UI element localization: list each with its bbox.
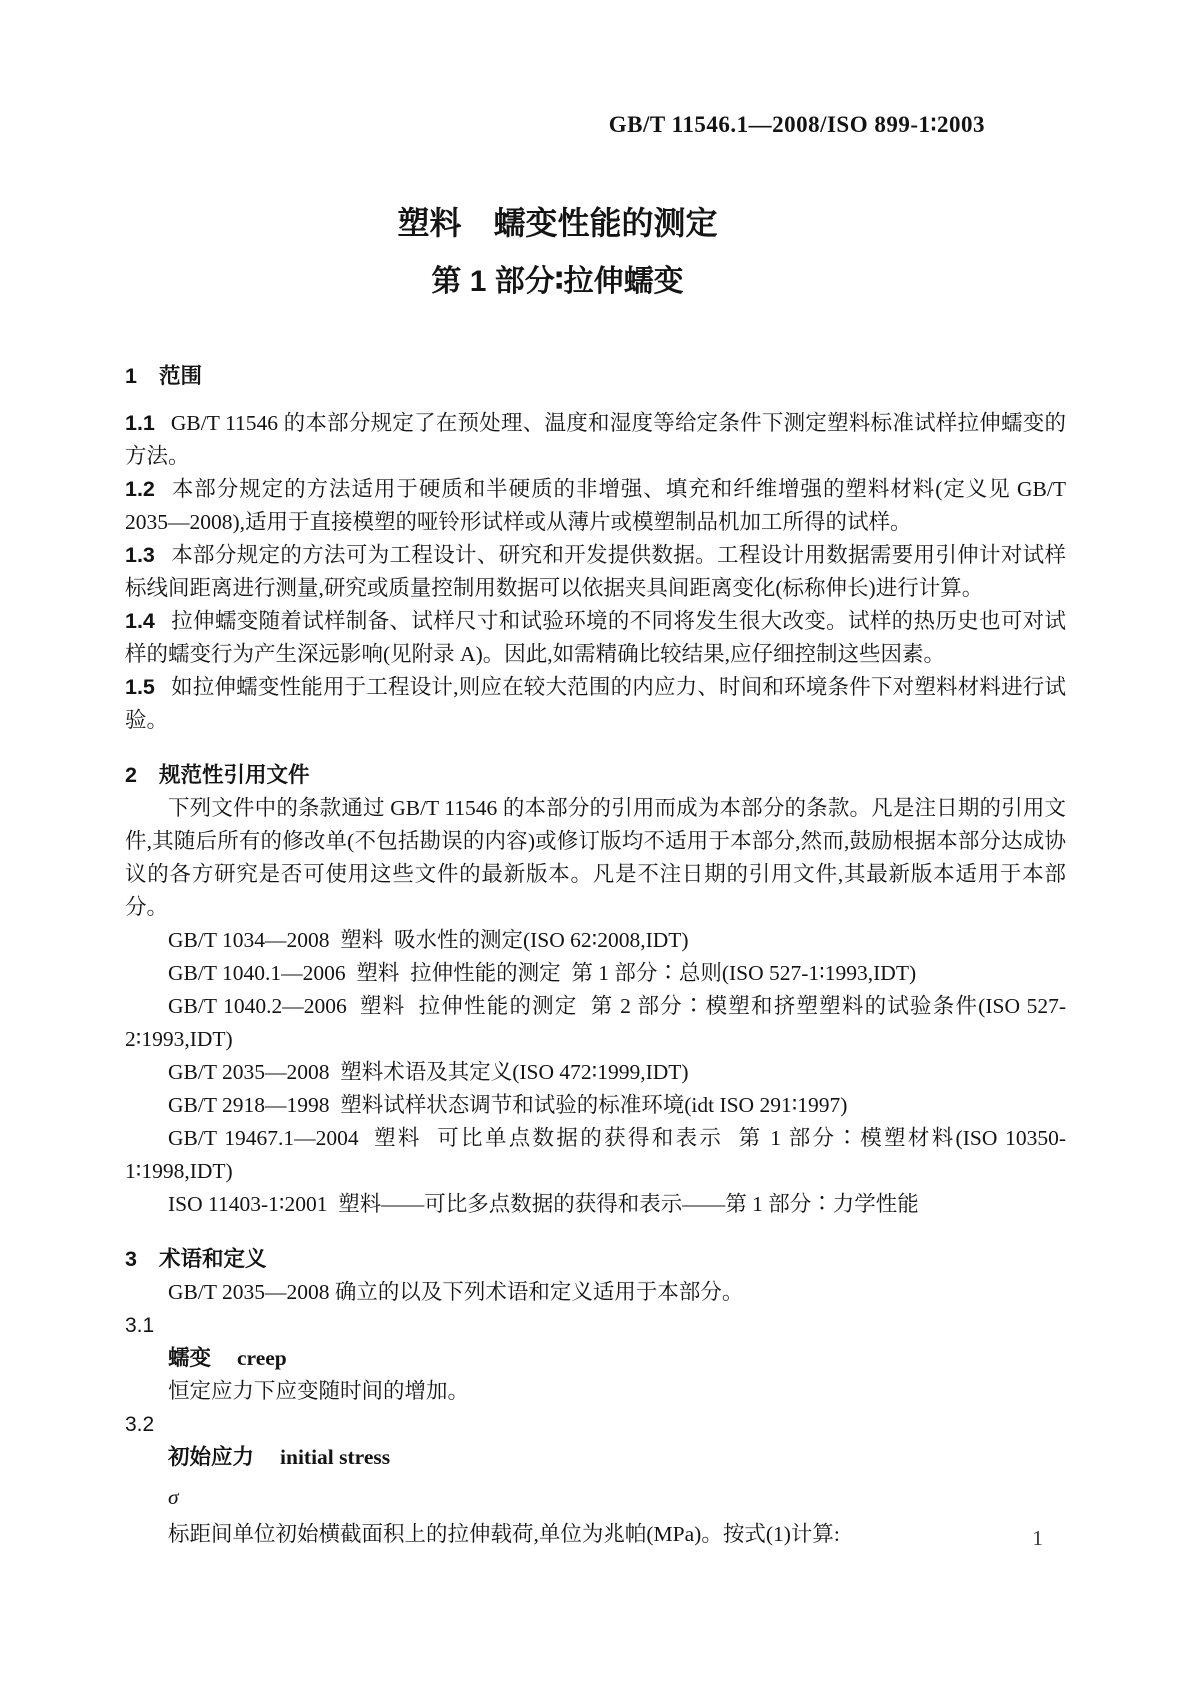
reference-item: GB/T 2918—1998 塑料试样状态调节和试验的标准环境(idt ISO 291∶1997) bbox=[168, 1093, 848, 1117]
reference-item: GB/T 1040.1—2006 塑料 拉伸性能的测定 第 1 部分∶总则(ISO 527-1∶1993,IDT) bbox=[168, 961, 917, 985]
section-1-heading bbox=[125, 360, 1066, 393]
term-3-1-name-en: creep bbox=[237, 1346, 287, 1370]
section-2-heading bbox=[125, 759, 1066, 792]
clause-1-2-text: 本部分规定的方法适用于硬质和半硬质的非增强、填充和纤维增强的塑料材料(定义见 GB/T 2035—2008),适用于直接模塑的哑铃形试样或从薄片或模塑制品机加工所得的试样。 bbox=[125, 477, 1066, 534]
clause-1-1 bbox=[125, 407, 1066, 473]
clause-1-5-text: 如拉伸蠕变性能用于工程设计,则应在较大范围的内应力、时间和环境条件下对塑料材料进行试验。 bbox=[125, 675, 1066, 732]
clause-1-2 bbox=[125, 473, 1066, 539]
term-entry-3-2 bbox=[125, 1408, 1066, 1551]
clause-1-4-text: 拉伸蠕变随着试样制备、试样尺寸和试验环境的不同将发生很大改变。试样的热历史也可对试样的蠕变行为产生深远影响(见附录 A)。因此,如需精确比较结果,应仔细控制这些因素。 bbox=[125, 609, 1066, 666]
term-3-1-number: 3.1 bbox=[125, 1314, 155, 1337]
clause-1-5 bbox=[125, 671, 1066, 737]
term-3-2-definition: 标距间单位初始横截面积上的拉伸载荷,单位为兆帕(MPa)。按式(1)计算: bbox=[168, 1522, 840, 1546]
section-3-title: 术语和定义 bbox=[158, 1247, 267, 1271]
document-title-line1 bbox=[87, 198, 1028, 244]
clause-1-2-number: 1.2 bbox=[125, 477, 155, 501]
title-word-creep-determination: 蠕变性能的测定 bbox=[493, 205, 718, 241]
term-3-2-name-zh: 初始应力 bbox=[168, 1445, 255, 1469]
clause-1-1-text: GB/T 11546 的本部分规定了在预处理、温度和湿度等给定条件下测定塑料标准试样拉伸蠕变的方法。 bbox=[125, 411, 1066, 468]
clause-1-1-number: 1.1 bbox=[125, 411, 155, 435]
clause-1-5-number: 1.5 bbox=[125, 675, 155, 699]
reference-item: GB/T 2035—2008 塑料术语及其定义(ISO 472∶1999,IDT) bbox=[168, 1060, 689, 1084]
reference-item: GB/T 19467.1—2004 塑料 可比单点数据的获得和表示 第 1 部分∶模塑材料(ISO 10350-1∶1998,IDT) bbox=[125, 1126, 1066, 1183]
clause-1-3 bbox=[125, 539, 1066, 605]
title-word-plastics: 塑料 bbox=[397, 205, 462, 241]
section-3-intro: GB/T 2035—2008 确立的以及下列术语和定义适用于本部分。 bbox=[168, 1280, 744, 1304]
page-number: 1 bbox=[1032, 1526, 1043, 1550]
reference-item: GB/T 1034—2008 塑料 吸水性的测定(ISO 62∶2008,IDT) bbox=[168, 928, 689, 952]
section-1-title: 范围 bbox=[158, 364, 202, 388]
clause-1-3-text: 本部分规定的方法可为工程设计、研究和开发提供数据。工程设计用数据需要用引伸计对试样标线间距离进行测量,研究或质量控制用数据可以依据夹具间距离变化(标称伸长)进行计算。 bbox=[125, 543, 1066, 600]
section-1-number: 1 bbox=[125, 364, 137, 388]
clause-1-4-number: 1.4 bbox=[125, 609, 155, 633]
section-2-title: 规范性引用文件 bbox=[158, 763, 310, 787]
section-2-number: 2 bbox=[125, 763, 137, 787]
reference-item: ISO 11403-1∶2001 塑料——可比多点数据的获得和表示——第 1 部分∶力学性能 bbox=[168, 1192, 919, 1216]
page-content bbox=[0, 112, 1191, 1551]
term-3-1-name-zh: 蠕变 bbox=[168, 1346, 212, 1370]
section-3-heading bbox=[125, 1243, 1066, 1276]
term-3-2-number: 3.2 bbox=[125, 1413, 155, 1436]
section-3-number: 3 bbox=[125, 1247, 137, 1271]
normative-references-list bbox=[125, 924, 1066, 1221]
term-3-2-symbol-sigma: σ bbox=[168, 1485, 179, 1509]
section-2-intro: 下列文件中的条款通过 GB/T 11546 的本部分的引用而成为本部分的条款。凡是注日期的引用文件,其随后所有的修改单(不包括勘误的内容)或修订版均不适用于本部分,然而,鼓励根据本部分达成协议的各方研究是否可使用这些文件的最新版本。凡是不注日期的引用文件,其最新版本适用于本部分。 bbox=[125, 796, 1066, 919]
term-3-2-name bbox=[125, 1441, 1066, 1474]
document-title-line2: 第 1 部分∶拉伸蠕变 bbox=[431, 265, 684, 298]
term-3-1-name bbox=[125, 1342, 1066, 1375]
term-entry-3-1 bbox=[125, 1309, 1066, 1408]
clause-1-4 bbox=[125, 605, 1066, 671]
term-3-2-name-en: initial stress bbox=[280, 1445, 391, 1469]
section-1-body bbox=[125, 407, 1066, 737]
reference-item: GB/T 1040.2—2006 塑料 拉伸性能的测定 第 2 部分∶模塑和挤塑塑料的试验条件(ISO 527-2∶1993,IDT) bbox=[125, 994, 1066, 1051]
clause-1-3-number: 1.3 bbox=[125, 543, 155, 567]
term-3-1-definition: 恒定应力下应变随时间的增加。 bbox=[168, 1379, 470, 1403]
standard-number-header: GB/T 11546.1—2008/ISO 899-1∶2003 bbox=[608, 112, 985, 137]
